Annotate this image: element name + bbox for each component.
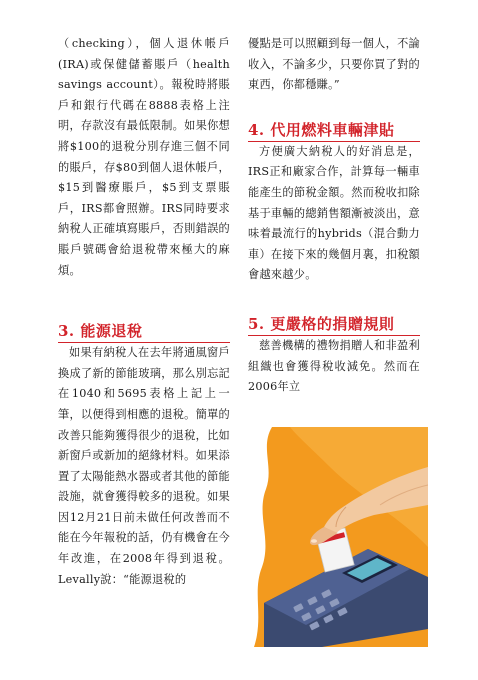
card-payment-terminal-icon (250, 427, 428, 647)
section-5-heading: 5. 更嚴格的捐贈規則 (248, 314, 420, 336)
intro-paragraph: （checking），個人退休帳戶(IRA)或保健儲蓄賬戶（health savings account）。報稅時將賬戶和銀行代碼在8888表格上注明，存款沒有最低限制。如果你想將$100的退稅分別存進三個不同的賬戶，存$80到個人退休帳戶，$15到醫療賬戶，$5到支票賬戶，IRS都會照辦。IRS同時要求納稅人正確填寫賬戶，否則錯誤的賬戶號碼會給退稅帶來極大的麻煩。 (58, 37, 230, 277)
right-column (248, 34, 420, 398)
section-4-heading: 4. 代用燃料車輛津貼 (248, 120, 420, 142)
section-3-body: 如果有納稅人在去年將通風窗戶換成了新的節能玻璃，那么別忘記在1040和5695表格上記上一筆，以便得到相應的退稅。簡單的改善只能夠獲得很少的退稅，比如新窗戶或新加的絕緣材料。如果添置了太陽能熱水器或者其他的節能設施，就會獲得較多的退稅。如果因12月21日前未做任何改善而不能在今年報稅的話，仍有機會在今年改進，在2008年得到退稅。Levally說：“能源退稅的 (58, 346, 230, 586)
section-5-body: 慈善機構的禮物捐贈人和非盈利組織也會獲得稅收減免。然而在2006年立 (248, 338, 420, 394)
section-3-heading: 3. 能源退稅 (58, 321, 230, 343)
left-column (58, 34, 230, 590)
section-4-body: 方便廣大納稅人的好消息是，IRS正和廠家合作，計算每一輛車能產生的節稅金額。然而稅收扣除基于車輛的總銷售額漸被淡出，意味着最流行的hybrids（混合動力車）在接下來的幾個月裏，扣稅額會越來越少。 (248, 144, 420, 282)
continuation-paragraph: 優點是可以照顧到每一個人，不論收入，不論多少，只要你買了對的東西，你都穩賺。” (248, 37, 420, 92)
card-payment-illustration (250, 427, 428, 647)
